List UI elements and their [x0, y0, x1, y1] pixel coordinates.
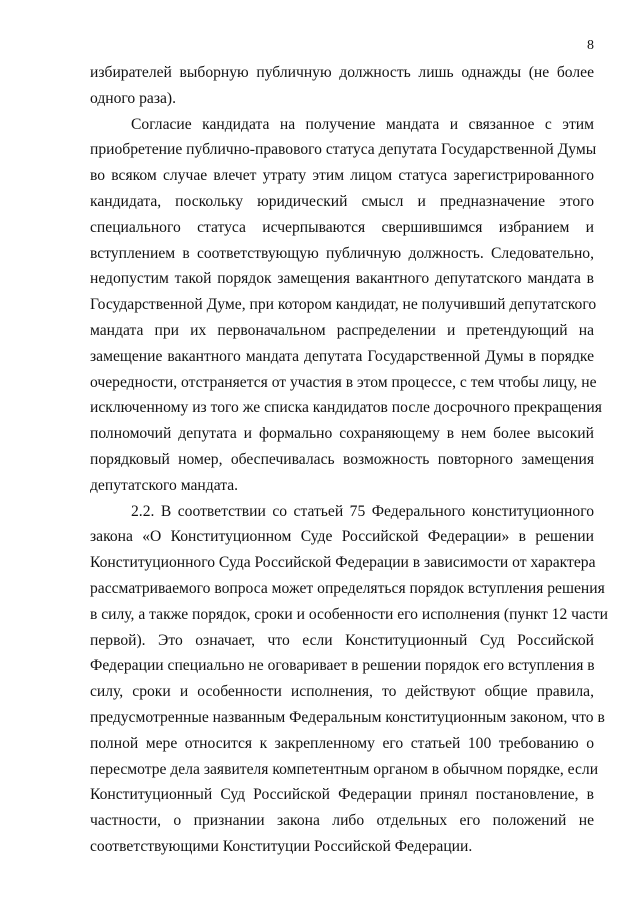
text-line: избирателей выборную публичную должность лишь однажды (не более: [90, 64, 594, 81]
text-line: соответствующими Конституции Российской Федерации.: [90, 837, 473, 855]
text-line: Конституционного Суда Российской Федерации в зависимости от характера: [90, 554, 596, 572]
text-line: во всяком случае влечет утрату этим лицом статуса зарегистрированного: [90, 167, 594, 185]
text-line: исключенному из того же списка кандидатов после досрочного прекращения: [90, 399, 602, 417]
paragraph-first-line: Согласие кандидата на получение мандата и связанное с этим: [131, 115, 594, 133]
text-line: мандата при их первоначальном распределении и претендующий на: [90, 321, 594, 339]
text-line: частности, о признании закона либо отдельных его положений не: [90, 812, 594, 830]
text-line: кандидата, поскольку юридический смысл и предназначение этого: [90, 192, 594, 210]
text-line: одного раза).: [90, 89, 177, 107]
text-line: вступлением в соответствующую публичную должность. Следовательно,: [90, 244, 594, 262]
text-line: замещение вакантного мандата депутата Государственной Думы в порядке: [90, 347, 594, 365]
page-number: 8: [587, 38, 594, 53]
text-line: очередности, отстраняется от участия в этом процессе, с тем чтобы лицу, не: [90, 373, 597, 391]
body-text: [90, 60, 608, 860]
text-line: рассматриваемого вопроса может определяться порядок вступления решения: [90, 579, 605, 597]
text-line: Государственной Думе, при котором кандидат, не получивший депутатского: [90, 296, 597, 314]
text-line: закона «О Конституционном Суде Российской Федерации» в решении: [90, 528, 594, 546]
text-line: пересмотре дела заявителя компетентным органом в обычном порядке, если: [90, 760, 599, 778]
text-line: приобретение публично-правового статуса депутата Государственной Думы: [90, 141, 597, 159]
text-line: Конституционный Суд Российской Федерации принял постановление, в: [90, 786, 594, 804]
text-line: полномочий депутата и формально сохраняющему в нем более высокий: [90, 425, 594, 443]
text-line: недопустим такой порядок замещения вакантного депутатского мандата в: [90, 270, 594, 288]
text-line: силу, сроки и особенности исполнения, то действуют общие правила,: [90, 683, 594, 701]
text-line: Федерации специально не оговаривает в решении порядок его вступления в: [90, 657, 595, 675]
text-line: порядковый номер, обеспечивалась возможность повторного замещения: [90, 450, 594, 468]
text-line: депутатского мандата.: [90, 476, 239, 494]
text-line: первой). Это означает, что если Конституционный Суд Российской: [90, 631, 594, 649]
text-line: специального статуса исчерпываются свершившимся избранием и: [90, 218, 594, 236]
text-line: в силу, а также порядок, сроки и особенности его исполнения (пункт 12 части: [90, 605, 608, 623]
paragraph-first-line: 2.2. В соответствии со статьей 75 Федерального конституционного: [131, 502, 594, 520]
text-line: полной мере относится к закрепленному его статьей 100 требованию о: [90, 734, 594, 752]
text-line: предусмотренные названным Федеральным конституционным законом, что в: [90, 708, 605, 726]
